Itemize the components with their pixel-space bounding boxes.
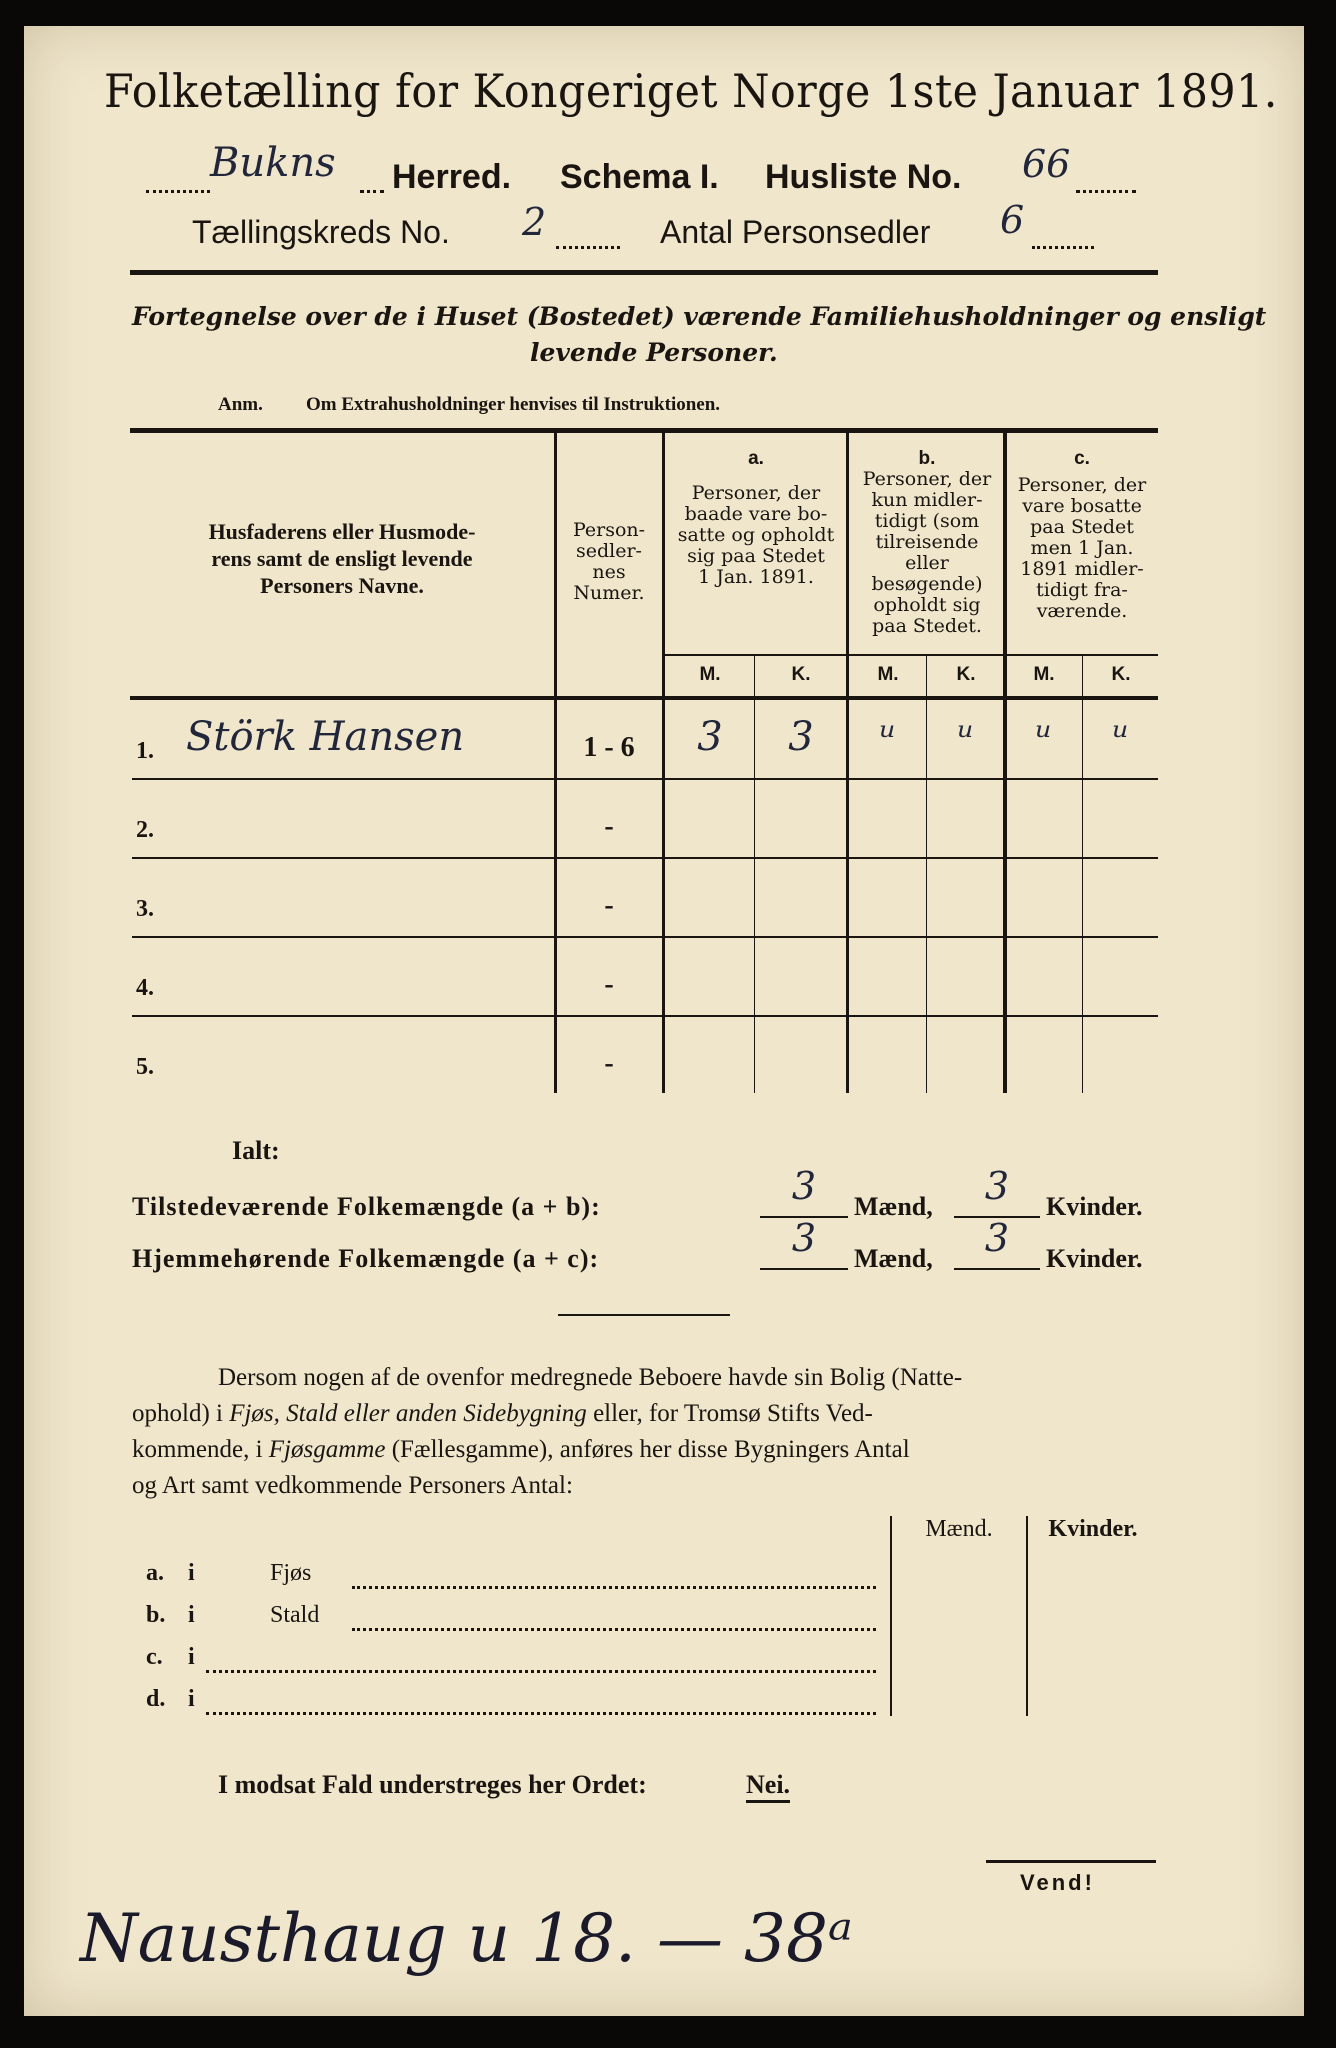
col-header-a [666, 448, 846, 588]
col-c-k-label: K. [1111, 664, 1131, 685]
col-b-letter: b. [918, 448, 936, 469]
col-b-l1: Personer, der [862, 468, 992, 490]
col-b-l3: tidigt (som [874, 510, 980, 532]
col-header-number-l4: Numer. [573, 582, 645, 604]
ialt-label: Ialt: [232, 1136, 280, 1165]
herred-dots [146, 190, 210, 193]
col-c-l4: men 1 Jan. [1030, 537, 1134, 559]
side-item-label: Fjøs [270, 1560, 312, 1586]
row-rule [132, 936, 1158, 938]
col-a-l2: baade vare bo- [684, 503, 828, 525]
side-p3a: kommende, i [132, 1436, 269, 1463]
col-b-l2: kun midler- [871, 489, 983, 511]
intro-line-1: Fortegnelse over de i Huset (Bostedet) værende Familiehusholdninger og ensligt [132, 302, 1267, 331]
tilstede-k-value: 3 [984, 1164, 1010, 1208]
col-rule-3 [846, 433, 849, 1093]
kreds-label: Tællingskreds No. [192, 214, 450, 250]
side-item-key: c. [146, 1644, 163, 1670]
side-item-label: Stald [270, 1602, 320, 1628]
side-item-dots [352, 1586, 876, 1589]
side-p3c: (Fællesgamme), anføres her disse Bygningers Antal [385, 1436, 910, 1463]
row-cell-am: 3 [697, 714, 723, 760]
row-person-numbers: - [604, 1048, 614, 1079]
col-b-l4: tilreisende [875, 531, 979, 553]
hjemme-maend: Mænd, [854, 1244, 933, 1273]
col-b-m-label: M. [877, 664, 899, 685]
col-b-l5: eller [905, 552, 949, 574]
side-col-rule-2 [1026, 1516, 1028, 1716]
row-rule [132, 857, 1158, 859]
col-a-l5: 1 Jan. 1891. [698, 566, 814, 588]
col-b-l6: besøgende) [871, 573, 983, 595]
tilstede-label: Tilstedeværende Folkemængde (a + b): [132, 1192, 601, 1221]
side-item-dots [352, 1628, 876, 1631]
side-p3 [132, 1436, 910, 1464]
col-header-number [558, 520, 660, 604]
side-col-kvinder: Kvinder. [1048, 1516, 1138, 1542]
hjemme-k-line [954, 1268, 1040, 1270]
row-name: Störk Hansen [186, 714, 465, 760]
vend-rule [986, 1860, 1156, 1863]
col-header-names [134, 518, 550, 599]
col-header-names-l3: Personers Navne. [260, 573, 424, 598]
col-rule-a-mk [754, 656, 755, 1093]
col-a-letter: a. [748, 448, 764, 469]
col-header-number-l2: sedler- [576, 540, 642, 562]
row-rule [132, 1015, 1158, 1017]
husliste-dots [1076, 190, 1136, 193]
side-p1: Dersom nogen af de ovenfor medregnede Beboere havde sin Bolig (Natte- [218, 1364, 963, 1391]
schema-label: Schema I. [560, 158, 719, 196]
hjemme-m-value: 3 [791, 1216, 817, 1260]
col-header-c [1006, 448, 1158, 622]
tilstede-kvinder: Kvinder. [1046, 1192, 1143, 1221]
antal-value: 6 [1000, 198, 1025, 242]
side-p2 [132, 1400, 873, 1428]
row-cell-bk: ᵘ [958, 714, 974, 760]
side-item-key: d. [146, 1686, 166, 1712]
col-c-letter: c. [1074, 448, 1090, 469]
side-p3b: Fjøsgamme [268, 1436, 386, 1463]
row-number: 3. [136, 896, 154, 922]
tilstede-maend: Mænd, [854, 1192, 933, 1221]
side-col-maend: Mænd. [925, 1516, 993, 1542]
col-b-l8: paa Stedet. [872, 615, 982, 637]
handwritten-footer-note: Nausthaug u 18. — 38ᵃ [80, 1900, 853, 1977]
row-person-numbers: - [604, 890, 614, 921]
side-col-rule-1 [890, 1516, 892, 1716]
col-header-number-l3: nes [592, 561, 626, 583]
row-number: 4. [136, 975, 154, 1001]
mk-rule [662, 654, 1158, 656]
anm-label: Anm. [218, 394, 263, 415]
side-p2a: ophold) i [132, 1400, 230, 1427]
side-item-dots [206, 1712, 876, 1715]
kreds-value: 2 [522, 200, 547, 244]
herred-dots-2 [360, 190, 384, 193]
tilstede-m-value: 3 [791, 1164, 817, 1208]
col-header-names-l2: rens samt de ensligt levende [211, 546, 473, 571]
row-rule [132, 778, 1158, 780]
col-c-l1: Personer, der [1017, 474, 1147, 496]
side-p2b: Fjøs, Stald eller anden Sidebygning [229, 1400, 587, 1427]
hjemme-label: Hjemmehørende Folkemængde (a + c): [132, 1244, 600, 1273]
col-rule-2 [662, 433, 665, 1093]
col-a-m-label: M. [699, 664, 721, 685]
row-cell-cm: ᵘ [1036, 714, 1052, 760]
header-rule [130, 270, 1158, 275]
col-c-l2: vare bosatte [1022, 495, 1142, 517]
col-a-l3: satte og opholdt [677, 524, 835, 546]
row-person-numbers: - [604, 811, 614, 842]
side-item-key: b. [146, 1602, 166, 1628]
col-c-l6: tidigt fra- [1036, 579, 1128, 601]
hjemme-m-line [760, 1268, 848, 1270]
row-person-numbers: - [604, 969, 614, 1000]
row-number: 1. [136, 738, 154, 764]
herred-label: Herred. [392, 158, 512, 196]
col-header-b [850, 448, 1004, 637]
col-c-m-label: M. [1033, 664, 1055, 685]
side-item-i: i [188, 1560, 195, 1586]
antal-label: Antal Personsedler [660, 214, 931, 250]
intro-line-2: levende Personer. [530, 338, 778, 367]
col-header-names-l1: Husfaderens eller Husmode- [208, 519, 476, 544]
col-b-k-label: K. [956, 664, 976, 685]
short-divider [558, 1314, 730, 1316]
vend-label: Vend! [1020, 1870, 1095, 1895]
anm-text: Om Extrahusholdninger henvises til Instruktionen. [306, 394, 721, 415]
side-item-dots [206, 1670, 876, 1673]
row-number: 2. [136, 817, 154, 843]
col-rule-b-mk [926, 656, 927, 1093]
side-p2c: eller, for Tromsø Stifts Ved- [586, 1400, 873, 1427]
kreds-dots [556, 246, 620, 249]
col-a-k-label: K. [791, 664, 811, 685]
row-cell-ck: ᵘ [1113, 714, 1129, 760]
side-item-i: i [188, 1644, 195, 1670]
modsat-label: I modsat Fald understreges her Ordet: [218, 1770, 647, 1799]
row-cell-ak: 3 [788, 714, 814, 760]
col-rule-c-mk [1082, 656, 1083, 1093]
side-item-i: i [188, 1686, 195, 1712]
form-title: Folketælling for Kongeriget Norge 1ste Januar 1891. [104, 64, 1278, 118]
side-item-key: a. [146, 1560, 164, 1586]
side-p4: og Art samt vedkommende Personers Antal: [132, 1472, 573, 1499]
modsat-word: Nei. [746, 1770, 790, 1803]
husliste-value: 66 [1022, 142, 1071, 186]
col-a-l4: sig paa Stedet [687, 545, 825, 567]
husliste-label: Husliste No. [765, 158, 962, 196]
row-number: 5. [136, 1054, 154, 1080]
hjemme-kvinder: Kvinder. [1046, 1244, 1143, 1273]
row-person-numbers: 1 - 6 [583, 732, 635, 763]
side-item-i: i [188, 1602, 195, 1628]
hjemme-k-value: 3 [984, 1216, 1010, 1260]
antal-dots [1032, 246, 1094, 249]
col-c-l5: 1891 midler- [1020, 558, 1144, 580]
col-c-l7: værende. [1036, 600, 1128, 622]
col-c-l3: paa Stedet [1030, 516, 1134, 538]
row-cell-bm: ᵘ [880, 714, 896, 760]
col-b-l7: opholdt sig [873, 594, 981, 616]
col-header-number-l1: Person- [572, 519, 646, 541]
herred-value: Bukns [210, 140, 336, 186]
col-a-l1: Personer, der [691, 482, 821, 504]
